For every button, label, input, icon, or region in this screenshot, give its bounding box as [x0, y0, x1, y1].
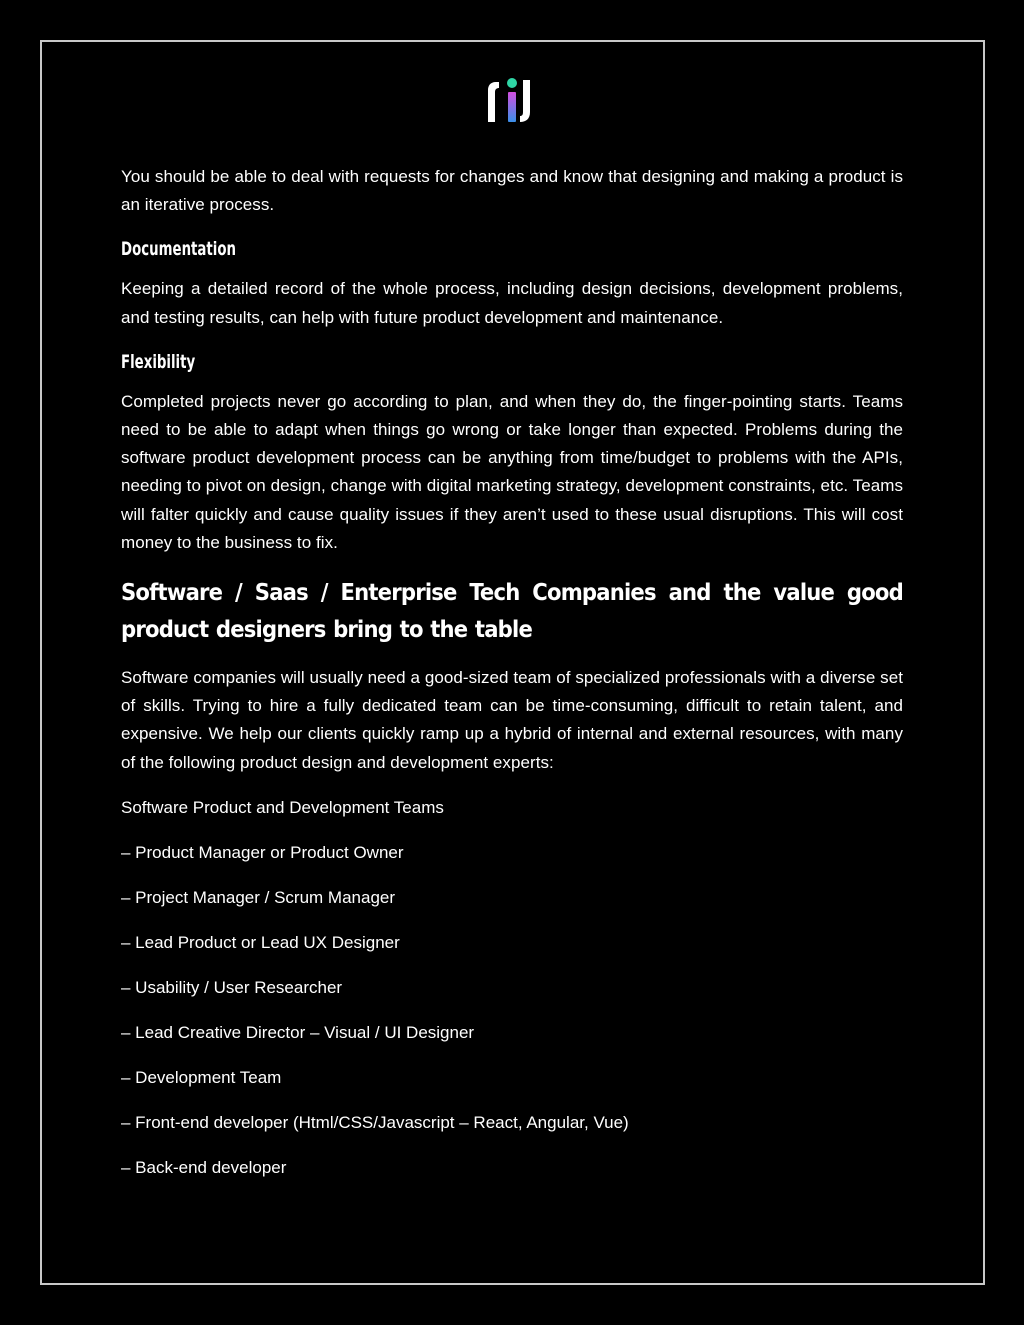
company-logo-icon	[486, 76, 540, 126]
list-item: – Product Manager or Product Owner	[121, 842, 404, 862]
list-item: – Development Team	[121, 1067, 282, 1087]
list-item: – Back-end developer	[121, 1157, 287, 1177]
software-section-paragraph: Software companies will usually need a good-sized team of specialized professionals with a diverse set of skills. Trying to hire a fully dedicated team can be time-consuming, difficult to retain talent, and expensive. We help our clients quickly ramp up a hybrid of internal and external resources, with many of the following product design and development experts:	[121, 668, 903, 772]
flexibility-paragraph: Completed projects never go according to plan, and when they do, the finger-pointing starts. Teams need to be able to adapt when things go wrong or take longer than expected. Problems during the software product development process can be anything from time/budget to problems with the APIs, needing to pivot on design, change with digital marketing strategy, development constraints, etc. Teams will falter quickly and cause quality issues if they aren’t used to these usual disruptions. This will cost money to the business to fix.	[121, 391, 903, 552]
team-list-title: Software Product and Development Teams	[121, 797, 444, 817]
documentation-paragraph: Keeping a detailed record of the whole process, including design decisions, development problems, and testing results, can help with future product development and maintenance.	[121, 279, 903, 327]
intro-paragraph: You should be able to deal with requests for changes and know that designing and making a product is an iterative process.	[121, 167, 903, 215]
list-item: – Project Manager / Scrum Manager	[121, 887, 396, 907]
document-content	[121, 163, 903, 1199]
list-item: – Front-end developer (Html/CSS/Javascript – React, Angular, Vue)	[121, 1112, 629, 1132]
list-item: – Lead Product or Lead UX Designer	[121, 932, 400, 952]
documentation-heading: Documentation	[121, 238, 237, 261]
software-section-heading: Software / Saas / Enterprise Tech Companies and the value good product designers bring to the table	[121, 578, 903, 644]
list-item: – Lead Creative Director – Visual / UI Designer	[121, 1022, 475, 1042]
list-item: – Usability / User Researcher	[121, 977, 343, 997]
flexibility-heading: Flexibility	[121, 350, 196, 373]
